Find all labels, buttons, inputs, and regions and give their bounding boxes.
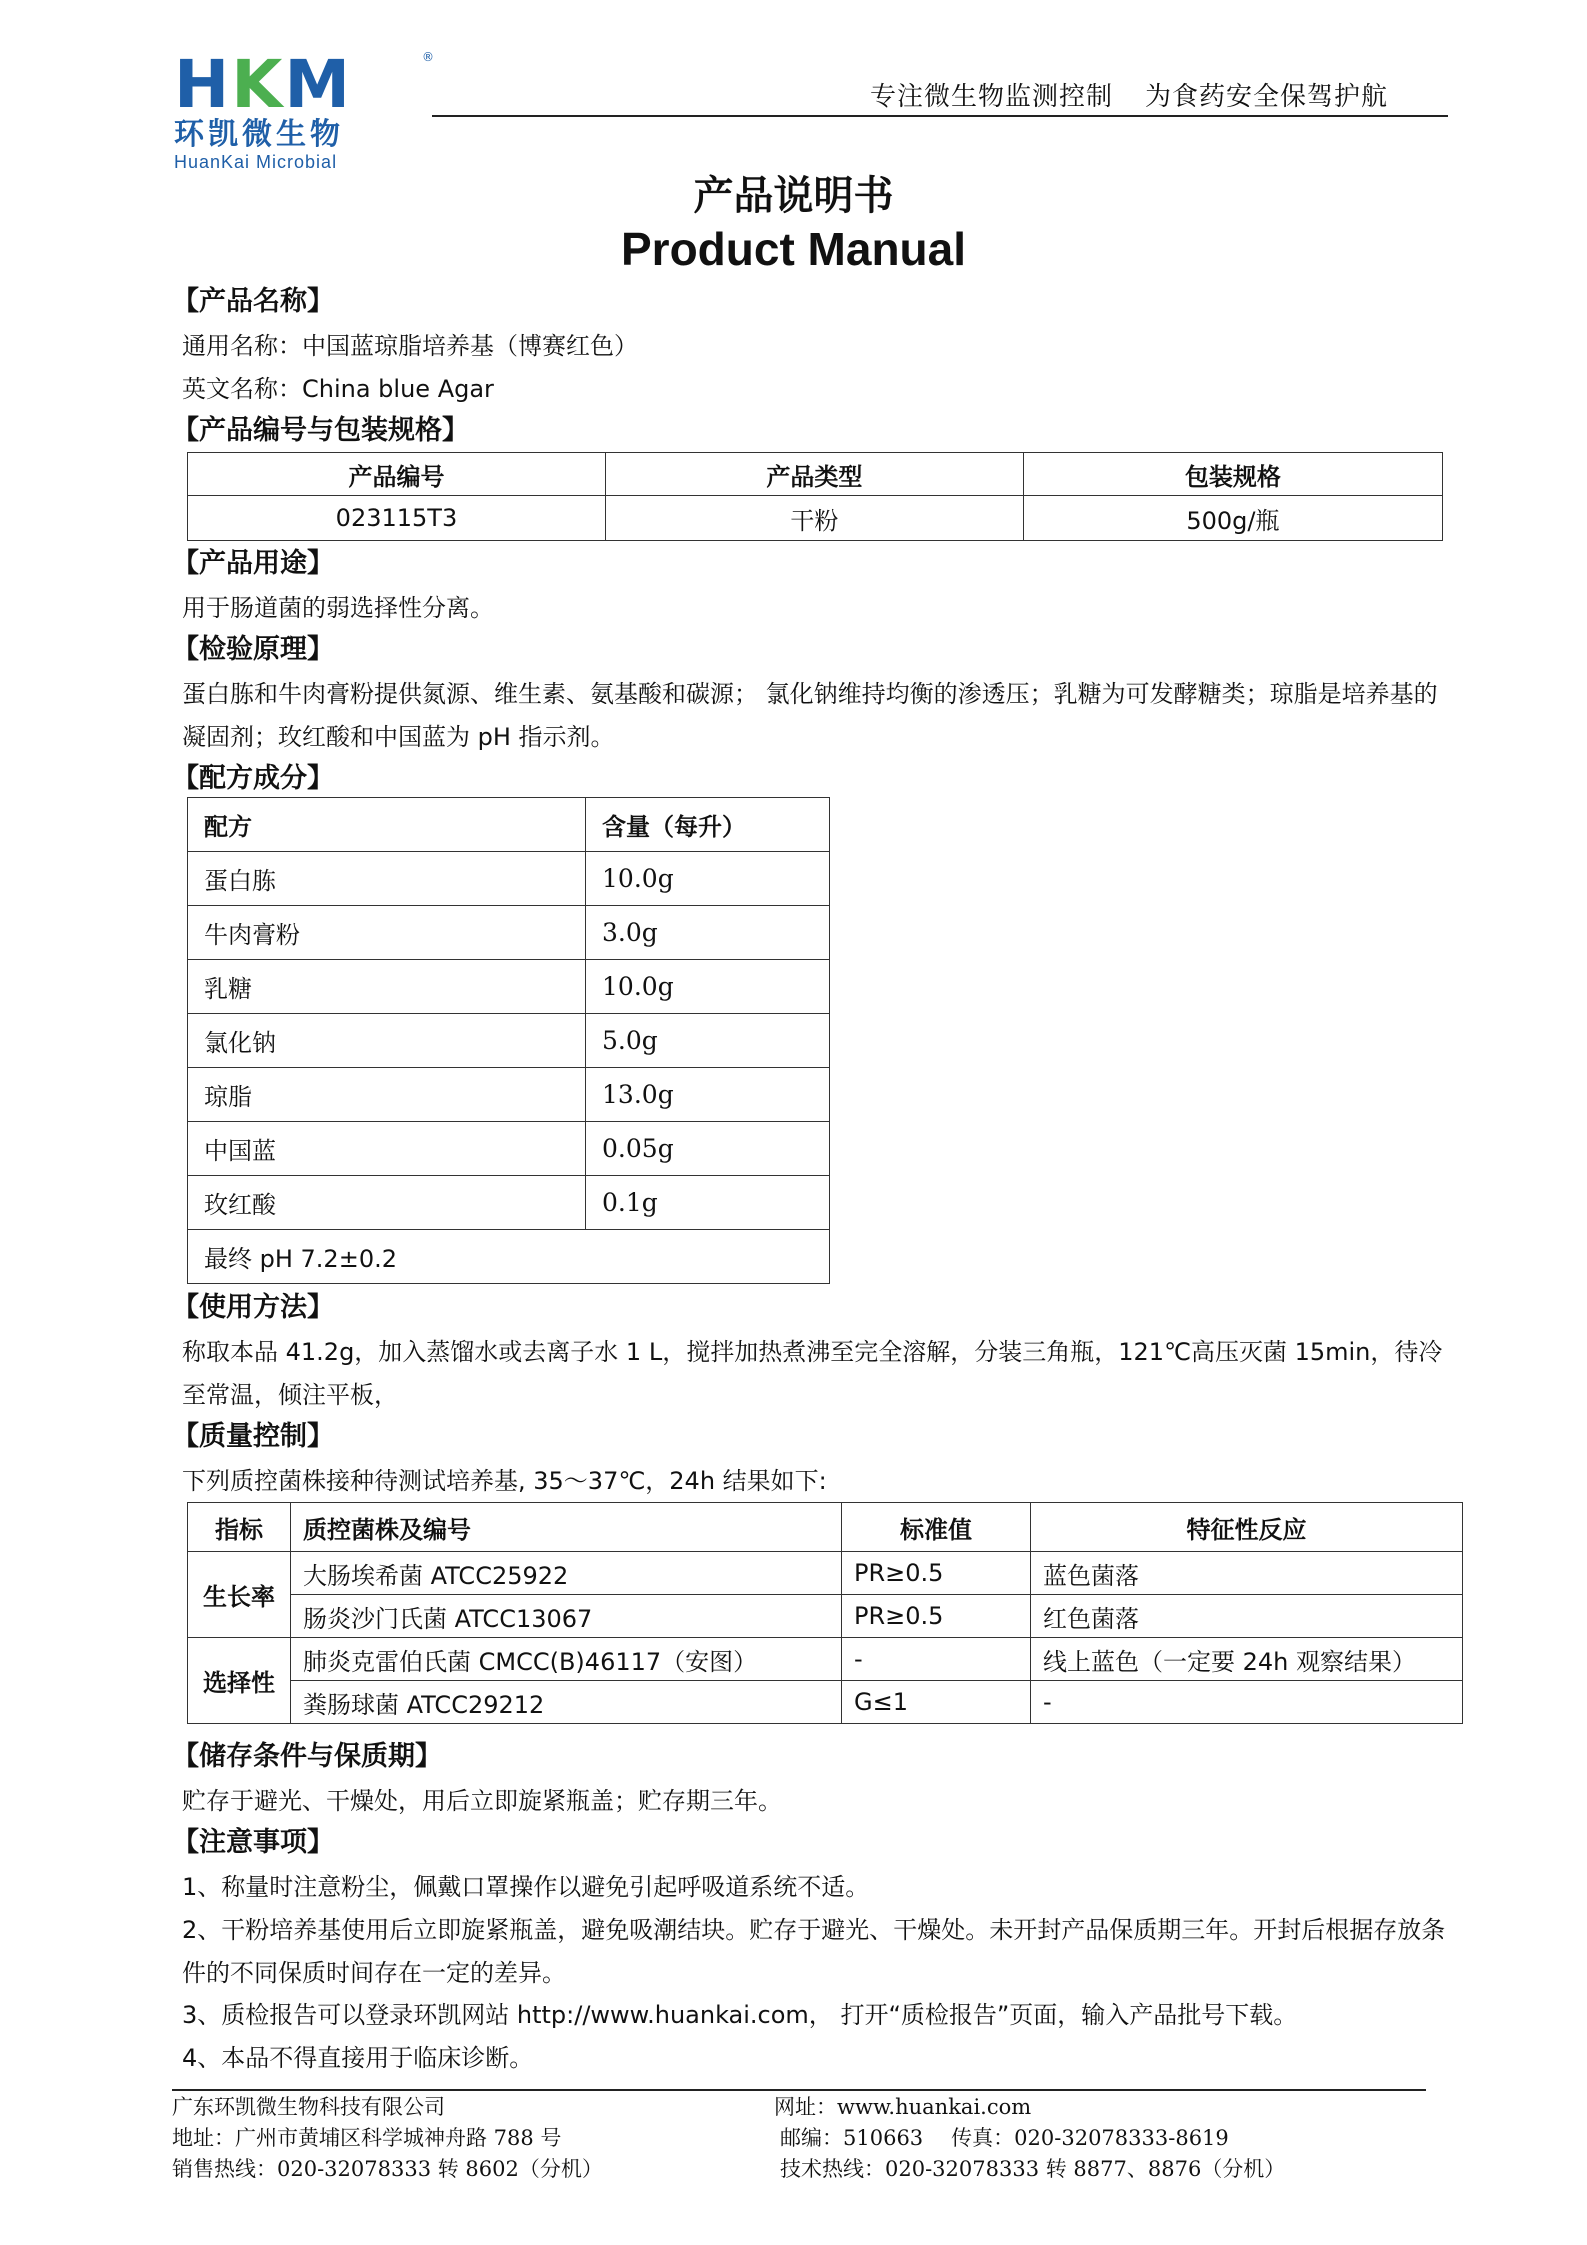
th-reaction: 特征性反应 — [1031, 1503, 1463, 1552]
table-row — [188, 1552, 1463, 1595]
footer-fax: 传真：020-32078333-8619 — [951, 2126, 1229, 2150]
common-name: 通用名称：中国蓝琼脂培养基（博赛红色） — [182, 332, 638, 360]
th-amount: 含量（每升） — [586, 798, 830, 852]
ingredient-name: 玫红酸 — [188, 1176, 586, 1230]
th-standard: 标准值 — [842, 1503, 1031, 1552]
footer-sales-hotline: 销售热线：020-32078333 转 8602（分机） — [172, 2157, 603, 2181]
section-code-pack: 【产品编号与包装规格】 — [172, 415, 469, 446]
section-notes: 【注意事项】 — [172, 1827, 334, 1858]
th-ingredient: 配方 — [188, 798, 586, 852]
footer-tech-hotline: 技术热线：020-32078333 转 8877、8876（分机） — [780, 2157, 1286, 2181]
qc-strain: 肺炎克雷伯氏菌 CMCC(B)46117（安图） — [291, 1638, 842, 1681]
product-spec-table — [187, 452, 1443, 541]
th-indicator: 指标 — [188, 1503, 291, 1552]
ingredient-amount: 3.0g — [586, 906, 830, 960]
th-strain: 质控菌株及编号 — [291, 1503, 842, 1552]
english-name: 英文名称：China blue Agar — [182, 375, 494, 403]
section-formula: 【配方成分】 — [172, 763, 334, 794]
table-header-row — [188, 453, 1443, 496]
th-product-type: 产品类型 — [605, 453, 1023, 496]
slogan-part-2: 为食药安全保驾护航 — [1145, 82, 1389, 112]
th-package-spec: 包装规格 — [1023, 453, 1442, 496]
qc-standard: - — [842, 1638, 1031, 1681]
section-storage: 【储存条件与保质期】 — [172, 1741, 442, 1772]
note-item: 1、称量时注意粉尘，佩戴口罩操作以避免引起呼吸道系统不适。 — [182, 1873, 870, 1901]
table-row — [188, 1230, 830, 1284]
company-logo — [172, 46, 434, 172]
table-row — [188, 1638, 1463, 1681]
table-row — [188, 1122, 830, 1176]
qc-standard: PR≥0.5 — [842, 1552, 1031, 1595]
title-chinese: 产品说明书 — [693, 173, 894, 219]
table-header-row — [188, 798, 830, 852]
section-method: 【使用方法】 — [172, 1292, 334, 1323]
ingredient-name: 蛋白胨 — [188, 852, 586, 906]
qc-strain: 粪肠球菌 ATCC29212 — [291, 1681, 842, 1724]
th-product-code: 产品编号 — [188, 453, 606, 496]
usage-text: 用于肠道菌的弱选择性分离。 — [182, 594, 494, 622]
footer-company: 广东环凯微生物科技有限公司 — [172, 2095, 445, 2119]
ingredient-name: 牛肉膏粉 — [188, 906, 586, 960]
qc-reaction: - — [1031, 1681, 1463, 1724]
qc-table — [187, 1502, 1463, 1724]
table-row — [188, 960, 830, 1014]
method-text: 称取本品 41.2g，加入蒸馏水或去离子水 1 L，搅拌加热煮沸至完全溶解，分装三角瓶，121℃高压灭菌 15min，待冷至常温，倾注平板， — [182, 1338, 1443, 1409]
table-row — [188, 1176, 830, 1230]
ingredient-amount: 13.0g — [586, 1068, 830, 1122]
ingredient-name: 氯化钠 — [188, 1014, 586, 1068]
header-slogan — [870, 76, 1388, 113]
logo-letters: HKM — [174, 46, 353, 123]
section-usage: 【产品用途】 — [172, 548, 334, 579]
qc-standard: G≤1 — [842, 1681, 1031, 1724]
note-item: 4、本品不得直接用于临床诊断。 — [182, 2044, 534, 2072]
table-row — [188, 1068, 830, 1122]
qc-reaction: 线上蓝色（一定要 24h 观察结果） — [1031, 1638, 1463, 1681]
ingredient-amount: 10.0g — [586, 852, 830, 906]
footer-address: 地址：广州市黄埔区科学城神舟路 788 号 — [172, 2126, 562, 2150]
final-ph: 最终 pH 7.2±0.2 — [188, 1230, 830, 1284]
group-growth-rate: 生长率 — [188, 1552, 291, 1638]
table-header-row — [188, 1503, 1463, 1552]
qc-intro: 下列质控菌株接种待测试培养基, 35～37℃，24h 结果如下: — [182, 1467, 827, 1495]
qc-strain: 肠炎沙门氏菌 ATCC13067 — [291, 1595, 842, 1638]
registered-mark-icon: ® — [422, 50, 434, 64]
ingredient-amount: 5.0g — [586, 1014, 830, 1068]
footer-contact-line — [780, 2123, 1229, 2153]
footer-postcode: 邮编：510663 — [780, 2126, 924, 2150]
cell-package-spec: 500g/瓶 — [1023, 496, 1442, 541]
cell-product-code: 023115T3 — [188, 496, 606, 541]
group-selectivity: 选择性 — [188, 1638, 291, 1724]
qc-reaction: 蓝色菌落 — [1031, 1552, 1463, 1595]
footer-website[interactable]: 网址：www.huankai.com — [774, 2095, 1032, 2119]
qc-reaction: 红色菌落 — [1031, 1595, 1463, 1638]
storage-text: 贮存于避光、干燥处，用后立即旋紧瓶盖；贮存期三年。 — [182, 1787, 782, 1815]
note-item: 3、质检报告可以登录环凯网站 http://www.huankai.com， 打开“质检报告”页面，输入产品批号下载。 — [182, 2001, 1298, 2029]
header-divider — [432, 115, 1448, 117]
section-product-name: 【产品名称】 — [172, 286, 334, 317]
ingredient-amount: 10.0g — [586, 960, 830, 1014]
principle-text: 蛋白胨和牛肉膏粉提供氮源、维生素、氨基酸和碳源； 氯化钠维持均衡的渗透压；乳糖为可发酵糖类；琼脂是培养基的凝固剂；玫红酸和中国蓝为 pH 指示剂。 — [182, 680, 1438, 751]
section-qc: 【质量控制】 — [172, 1421, 334, 1452]
ingredient-name: 乳糖 — [188, 960, 586, 1014]
title-english: Product Manual — [620, 223, 967, 275]
ingredient-amount: 0.1g — [586, 1176, 830, 1230]
slogan-part-1: 专注微生物监测控制 — [870, 82, 1114, 112]
table-row — [188, 852, 830, 906]
table-row — [188, 1681, 1463, 1724]
table-row — [188, 906, 830, 960]
table-row — [188, 1595, 1463, 1638]
section-principle: 【检验原理】 — [172, 634, 334, 665]
cell-product-type: 干粉 — [605, 496, 1023, 541]
table-row — [188, 1014, 830, 1068]
ingredient-name: 中国蓝 — [188, 1122, 586, 1176]
qc-standard: PR≥0.5 — [842, 1595, 1031, 1638]
logo-english-name: HuanKai Microbial — [174, 152, 338, 172]
logo-chinese-name: 环凯微生物 — [174, 117, 344, 152]
ingredient-amount: 0.05g — [586, 1122, 830, 1176]
formula-table — [187, 797, 830, 1284]
ingredient-name: 琼脂 — [188, 1068, 586, 1122]
note-item: 2、干粉培养基使用后立即旋紧瓶盖，避免吸潮结块。贮存于避光、干燥处。未开封产品保质期三年。开封后根据存放条件的不同保质时间存在一定的差异。 — [182, 1916, 1446, 1987]
qc-strain: 大肠埃希菌 ATCC25922 — [291, 1552, 842, 1595]
table-row — [188, 496, 1443, 541]
footer-divider — [172, 2089, 1426, 2091]
